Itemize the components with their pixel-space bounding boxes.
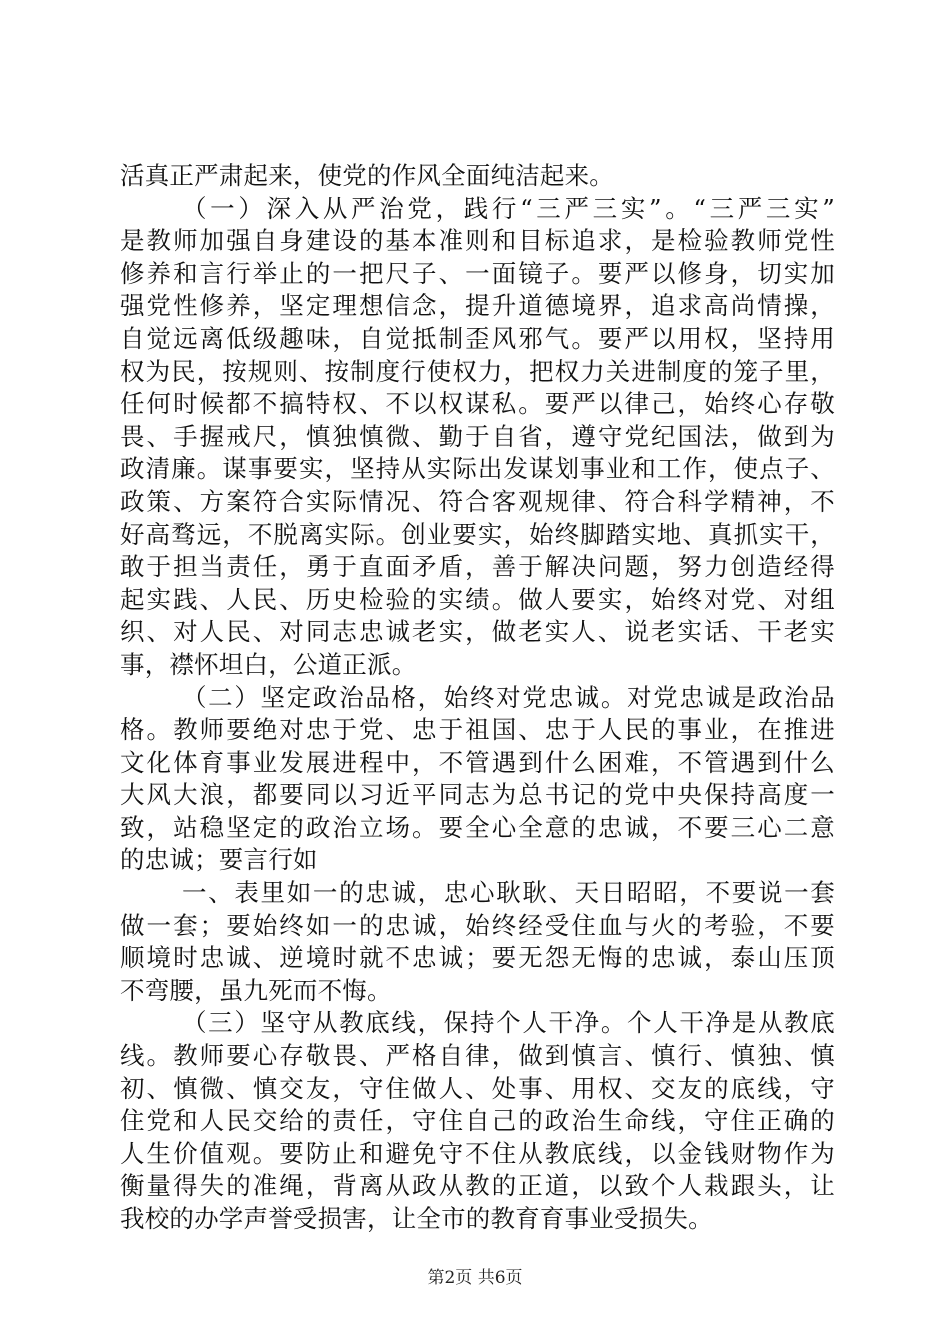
text-line: 一、表里如一的忠诚，忠心耿耿、天日昭昭，不要说一套: [182, 878, 835, 908]
text-line: 线。教师要心存敬畏、严格自律，做到慎言、慎行、慎独、慎: [120, 1041, 835, 1071]
text-line: 畏、手握戒尺，慎独慎微、勤于自省，遵守党纪国法，做到为: [120, 421, 835, 451]
document-body: [120, 160, 835, 1236]
text-line: （一）深入从严治党，践行“三严三实”。“三严三实”: [182, 193, 835, 223]
text-line: 修养和言行举止的一把尺子、一面镜子。要严以修身，切实加: [120, 258, 835, 288]
text-line: 自觉远离低级趣味，自觉抵制歪风邪气。要严以用权，坚持用: [120, 323, 835, 353]
text-line: （三）坚守从教底线，保持个人干净。个人干净是从教底: [182, 1008, 835, 1038]
text-line: 活真正严肃起来，使党的作风全面纯洁起来。: [120, 161, 614, 190]
text-line: 起实践、人民、历史检验的实绩。做人要实，始终对党、对组: [120, 584, 835, 614]
text-line: 顺境时忠诚、逆境时就不忠诚；要无怨无悔的忠诚，泰山压顶: [120, 943, 835, 973]
text-line: 事，襟怀坦白，公道正派。: [120, 649, 417, 679]
text-line: 文化体育事业发展进程中，不管遇到什么困难，不管遇到什么: [120, 747, 835, 777]
text-line: 做一套；要始终如一的忠诚，始终经受住血与火的考验，不要: [120, 910, 835, 940]
text-line: 是教师加强自身建设的基本准则和目标追求，是检验教师党性: [120, 226, 835, 256]
text-line: 大风大浪，都要同以习近平同志为总书记的党中央保持高度一: [120, 780, 835, 810]
text-line: 任何时候都不搞特权、不以权谋私。要严以律己，始终心存敬: [120, 389, 835, 419]
page-number-footer: 第2页 共6页: [427, 1268, 523, 1288]
text-line: 我校的办学声誉受损害，让全市的教育育事业受损失。: [120, 1204, 713, 1233]
text-line: 织、对人民、对同志忠诚老实，做老实人、说老实话、干老实: [120, 617, 835, 647]
text-line: 政策、方案符合实际情况、符合客观规律、符合科学精神，不: [120, 486, 835, 516]
text-line: 格。教师要绝对忠于党、忠于祖国、忠于人民的事业，在推进: [120, 715, 835, 745]
text-line: 致，站稳坚定的政治立场。要全心全意的忠诚，不要三心二意: [120, 812, 835, 842]
text-line: 权为民，按规则、按制度行使权力，把权力关进制度的笼子里，: [120, 356, 835, 386]
text-line: 政清廉。谋事要实，坚持从实际出发谋划事业和工作，使点子、: [120, 454, 835, 484]
text-line: 敢于担当责任，勇于直面矛盾，善于解决问题，努力创造经得: [120, 552, 835, 582]
text-line: 人生价值观。要防止和避免守不住从教底线，以金钱财物作为: [120, 1138, 835, 1168]
text-line: 初、慎微、慎交友，守住做人、处事、用权、交友的底线，守: [120, 1073, 835, 1103]
text-line: 住党和人民交给的责任，守住自己的政治生命线，守住正确的: [120, 1106, 835, 1136]
text-line: 的忠诚；要言行如: [120, 845, 318, 875]
text-line: 好高骛远，不脱离实际。创业要实，始终脚踏实地、真抓实干，: [120, 519, 835, 549]
text-line: （二）坚定政治品格，始终对党忠诚。对党忠诚是政治品: [182, 682, 835, 712]
text-line: 衡量得失的准绳，背离从政从教的正道，以致个人栽跟头，让: [120, 1171, 835, 1201]
text-line: 强党性修养，坚定理想信念，提升道德境界，追求高尚情操，: [120, 291, 835, 321]
text-line: 不弯腰，虽九死而不悔。: [120, 975, 392, 1005]
